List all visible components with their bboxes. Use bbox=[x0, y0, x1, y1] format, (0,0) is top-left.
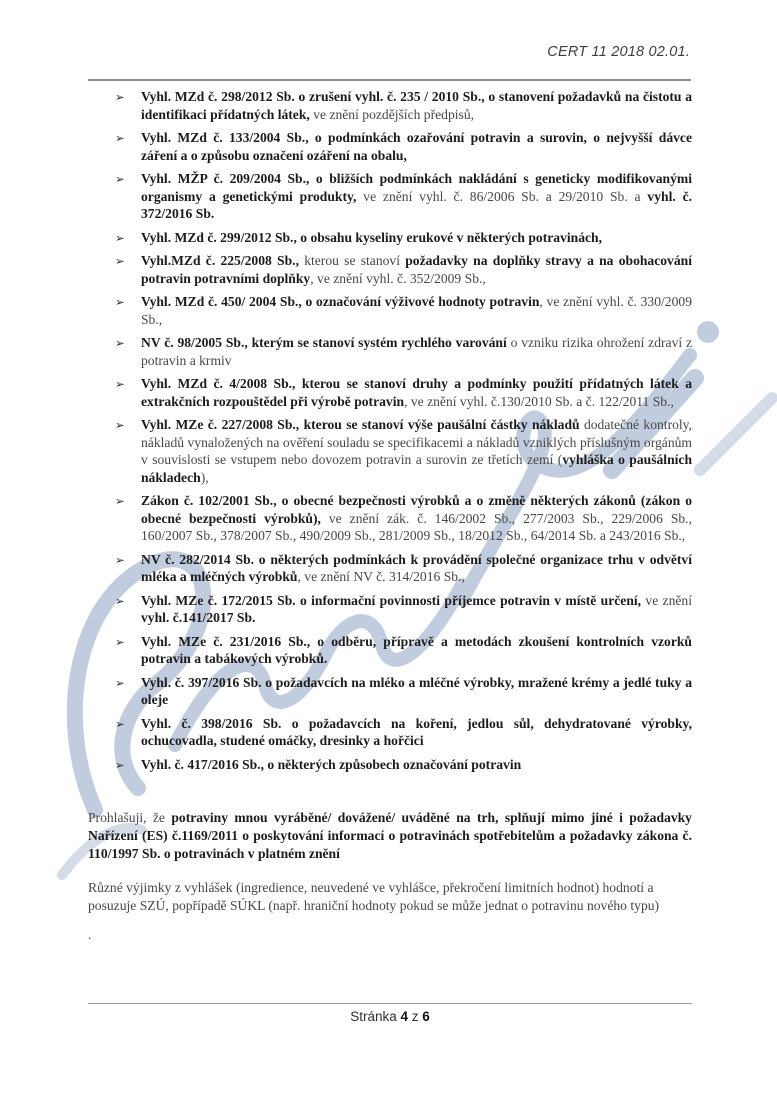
bold-text-run: potraviny mnou vyráběné/ dovážené/ uváděné na trh, splňují mimo jiné i požadavky Nařízení (ES) č.1169/2011 o poskytování informací o potravinách spotřebitelům a požadavky zákona č. 110/1997 Sb. o potravinách v platném znění bbox=[88, 810, 692, 861]
list-item bbox=[115, 229, 692, 247]
arrow-bullet-icon: ➢ bbox=[115, 172, 125, 186]
list-item-text bbox=[141, 416, 692, 486]
text-run: dodatečné kontroly, nákladů vynaložených na ověření souladu se specifikacemi a nákladů vzniklých příslušným orgánům v souvislosti se vstupem nebo dovozem potravin a surovin ze třetích zemí ( bbox=[141, 417, 692, 467]
bold-text-run: NV č. 98/2005 Sb., kterým se stanoví systém rychlého varování bbox=[141, 335, 507, 350]
list-item bbox=[115, 756, 692, 774]
list-item bbox=[115, 334, 692, 369]
bold-text-run: Zákon č. 102/2001 Sb., o obecné bezpečnosti výrobků a o změně některých zákonů (zákon o obecné bezpečnosti výrobků), bbox=[141, 493, 692, 526]
bold-text-run: Vyhl. č. 397/2016 Sb. o požadavcích na mléko a mléčné výrobky, mražené krémy a jedlé tuky a oleje bbox=[141, 674, 692, 707]
text-run: , ve znění vyhl. č. 352/2009 Sb., bbox=[310, 270, 486, 286]
bold-text-run: 4 bbox=[400, 1009, 408, 1024]
text-run: Různé výjimky z vyhlášek (ingredience, neuvedené ve vyhlášce, překročení limitních hodnot) hodnotí a posuzuje SZÚ, popřípadě SÚKL (např. hraniční hodnoty pokud se může jednat o potravinu nového typu) bbox=[88, 880, 660, 914]
page-header bbox=[547, 44, 690, 60]
list-item-text bbox=[141, 674, 692, 709]
bold-text-run: vyhl. č. 372/2016 Sb. bbox=[141, 188, 693, 221]
arrow-bullet-icon: ➢ bbox=[115, 494, 125, 508]
list-item-text bbox=[141, 293, 692, 328]
declaration-section bbox=[88, 809, 692, 944]
paragraph bbox=[88, 879, 692, 915]
list-item bbox=[115, 492, 692, 545]
bold-text-run: požadavky na doplňky stravy a na obohacování potravin potravními doplňky bbox=[141, 253, 692, 286]
list-item bbox=[115, 633, 692, 668]
arrow-bullet-icon: ➢ bbox=[115, 757, 125, 772]
text-run: ve znění pozdějších předpisů, bbox=[309, 106, 475, 122]
list-item-text bbox=[141, 88, 692, 123]
text-run: ve znění vyhl. č. 86/2006 Sb. a 29/2010 Sb. a bbox=[356, 188, 648, 204]
arrow-bullet-icon: ➢ bbox=[115, 336, 125, 350]
bold-text-run: Vyhl.MZd č. 225/2008 Sb., bbox=[141, 253, 299, 268]
list-item bbox=[115, 715, 692, 750]
list-item-text bbox=[141, 334, 692, 369]
arrow-bullet-icon: ➢ bbox=[115, 716, 125, 731]
document-body bbox=[88, 88, 692, 961]
arrow-bullet-icon: ➢ bbox=[115, 254, 125, 268]
arrow-bullet-icon: ➢ bbox=[115, 90, 125, 104]
bold-text-run: vyhl. č.141/2017 Sb. bbox=[141, 610, 256, 625]
list-item-text bbox=[141, 375, 692, 410]
list-item bbox=[115, 252, 692, 287]
list-item-text bbox=[141, 551, 692, 586]
text-run: kterou se stanoví bbox=[298, 253, 406, 268]
bold-text-run: Vyhl. MZe č. 172/2015 Sb. o informační povinnosti příjemce potravin v místě určení, bbox=[141, 592, 642, 608]
paragraph bbox=[88, 926, 692, 944]
list-item-text bbox=[141, 633, 692, 668]
paragraph bbox=[88, 809, 692, 862]
text-run: ), bbox=[200, 469, 209, 485]
regulation-list bbox=[115, 88, 692, 773]
list-item bbox=[115, 551, 692, 586]
list-item-text bbox=[141, 592, 692, 627]
bold-text-run: Vyhl. MZd č. 4/2008 Sb., kterou se stanoví druhy a podmínky použití přídatných látek a extrakčních rozpouštědel při výrobě potravin bbox=[141, 376, 692, 409]
list-item bbox=[115, 375, 692, 410]
list-item-text bbox=[141, 715, 692, 750]
text-run: ve znění zák. č. 146/2002 Sb., 277/2003 Sb., 229/2006 Sb., 160/2007 Sb., 378/2007 Sb., 490/2009 Sb., 281/2009 Sb., 18/2012 Sb., 64/2014 Sb. a 243/2016 Sb., bbox=[141, 510, 692, 543]
list-item-text bbox=[141, 170, 692, 223]
arrow-bullet-icon: ➢ bbox=[115, 230, 125, 245]
list-item bbox=[115, 293, 692, 328]
list-item bbox=[115, 674, 692, 709]
list-item-text bbox=[141, 129, 692, 164]
bold-text-run: Vyhl. MZe č. 227/2008 Sb., kterou se stanoví výše paušální částky nákladů bbox=[141, 417, 580, 432]
header-divider bbox=[88, 79, 691, 81]
bold-text-run: Vyhl. MZd č. 299/2012 Sb., o obsahu kyseliny erukové v některých potravinách, bbox=[141, 229, 602, 245]
text-run: o vzniku rizika ohrožení zdraví z potravin a krmiv bbox=[141, 335, 692, 368]
arrow-bullet-icon: ➢ bbox=[115, 377, 125, 391]
list-item-text bbox=[141, 492, 692, 545]
list-item bbox=[115, 592, 692, 627]
bold-text-run: Vyhl. č. 398/2016 Sb. o požadavcích na koření, jedlou sůl, dehydratované výrobky, ochucovadla, studené omáčky, dresinky a hořčici bbox=[141, 715, 692, 748]
bold-text-run: Vyhl. MZd č. 298/2012 Sb. o zrušení vyhl. č. 235 / 2010 Sb., o stanovení požadavků na čistotu a identifikaci přídatných látek, bbox=[141, 89, 692, 122]
bold-text-run: 6 bbox=[422, 1009, 430, 1024]
list-item-text bbox=[141, 252, 692, 287]
bold-text-run: vyhláška o paušálních nákladech bbox=[141, 452, 693, 485]
text-run: Prohlašuji, že bbox=[88, 810, 172, 825]
list-item bbox=[115, 416, 692, 486]
arrow-bullet-icon: ➢ bbox=[115, 552, 125, 567]
bold-text-run: Vyhl. č. 417/2016 Sb., o některých způsobech označování potravin bbox=[141, 756, 522, 772]
arrow-bullet-icon: ➢ bbox=[115, 675, 125, 690]
doc-code: CERT 11 2018 02.01. bbox=[547, 44, 690, 60]
page-footer bbox=[88, 1003, 692, 1024]
list-item-text bbox=[141, 229, 692, 247]
text-run: . bbox=[88, 926, 92, 942]
text-run: Stránka bbox=[350, 1009, 401, 1024]
arrow-bullet-icon: ➢ bbox=[115, 295, 125, 309]
bold-text-run: Vyhl. MŽP č. 209/2004 Sb., o bližších podmínkách nakládání s geneticky modifikovanými organismy a genetickými produkty, bbox=[141, 171, 692, 204]
arrow-bullet-icon: ➢ bbox=[115, 593, 125, 608]
bold-text-run: Vyhl. MZd č. 133/2004 Sb., o podmínkách ozařování potravin a surovin, o nejvyšší dávce záření a o způsobu označení ozáření na obalu, bbox=[141, 130, 692, 163]
bold-text-run: Vyhl. MZe č. 231/2016 Sb., o odběru, přípravě a metodách zkoušení kontrolních vzorků potravin a tabákových výrobků. bbox=[141, 633, 692, 666]
arrow-bullet-icon: ➢ bbox=[115, 634, 125, 649]
list-item bbox=[115, 129, 692, 164]
list-item-text bbox=[141, 756, 692, 774]
list-item bbox=[115, 88, 692, 123]
text-run: z bbox=[408, 1009, 423, 1024]
list-item bbox=[115, 170, 692, 223]
text-run: ve znění bbox=[641, 592, 692, 608]
text-run: , ve znění vyhl. č.130/2010 Sb. a č. 122/2011 Sb., bbox=[404, 393, 674, 409]
bold-text-run: NV č. 282/2014 Sb. o některých podmínkách k provádění společné organizace trhu v odvětví mléka a mléčných výrobků bbox=[141, 551, 692, 584]
bold-text-run: Vyhl. MZd č. 450/ 2004 Sb., o označování výživové hodnoty potravin bbox=[141, 294, 540, 309]
arrow-bullet-icon: ➢ bbox=[115, 131, 125, 145]
text-run: , ve znění NV č. 314/2016 Sb., bbox=[297, 569, 465, 584]
page-number bbox=[88, 1004, 692, 1024]
arrow-bullet-icon: ➢ bbox=[115, 418, 125, 432]
text-run: , ve znění vyhl. č. 330/2009 Sb., bbox=[141, 294, 692, 327]
